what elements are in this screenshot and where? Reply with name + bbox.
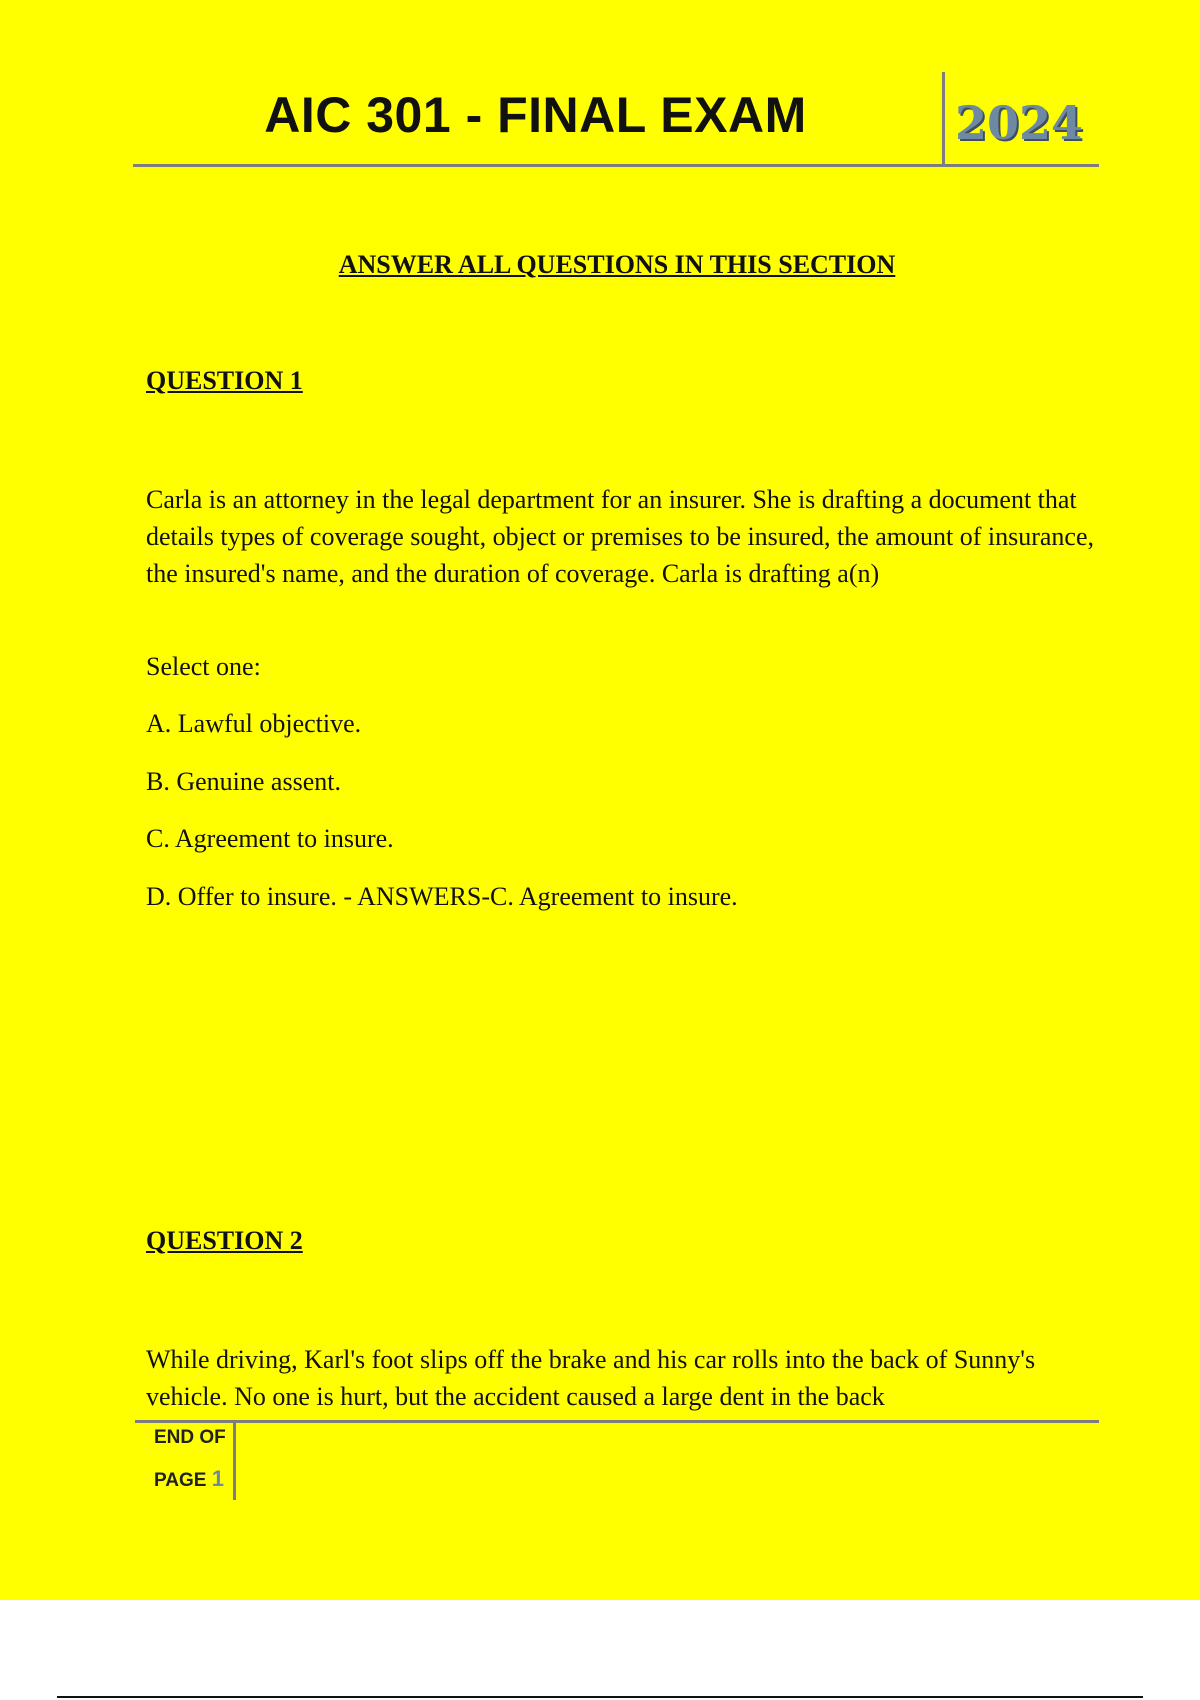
header-divider [942,72,945,164]
question-1-prompt: Select one: [146,652,261,681]
question-1-option-a: A. Lawful objective. [146,709,362,738]
question-1-heading: QUESTION 1 [146,366,303,395]
section-heading: ANSWER ALL QUESTIONS IN THIS SECTION [338,250,896,279]
footer-page-number: 1 [211,1466,224,1491]
question-1-option-d-answer: D. Offer to insure. - ANSWERS-C. Agreement to insure. [146,882,738,911]
question-2-text: While driving, Karl's foot slips off the brake and his car rolls into the back of Sunny's vehicle. No one is hurt, but the accident caused a large dent in the back [146,1345,1036,1411]
exam-title: AIC 301 - FINAL EXAM [264,87,807,143]
exam-year: 2024 [955,96,1084,150]
question-1-option-b: B. Genuine assent. [146,767,341,796]
footer-rule [135,1420,1099,1423]
question-2-heading: QUESTION 2 [146,1226,303,1255]
footer-end-of: END OF [154,1427,226,1448]
footer-divider [233,1422,236,1500]
footer-page-prefix: PAGE [154,1470,207,1491]
bottom-separator [57,1696,1143,1698]
question-1-option-c: C. Agreement to insure. [146,824,394,853]
page-header [133,72,1099,167]
footer-page-label [154,1466,224,1492]
question-1-text: Carla is an attorney in the legal department for an insurer. She is drafting a document that details types of coverage sought, object or premises to be insured, the amount of insurance, the insured's name, and the duration of coverage. Carla is drafting a(n) [146,485,1095,588]
